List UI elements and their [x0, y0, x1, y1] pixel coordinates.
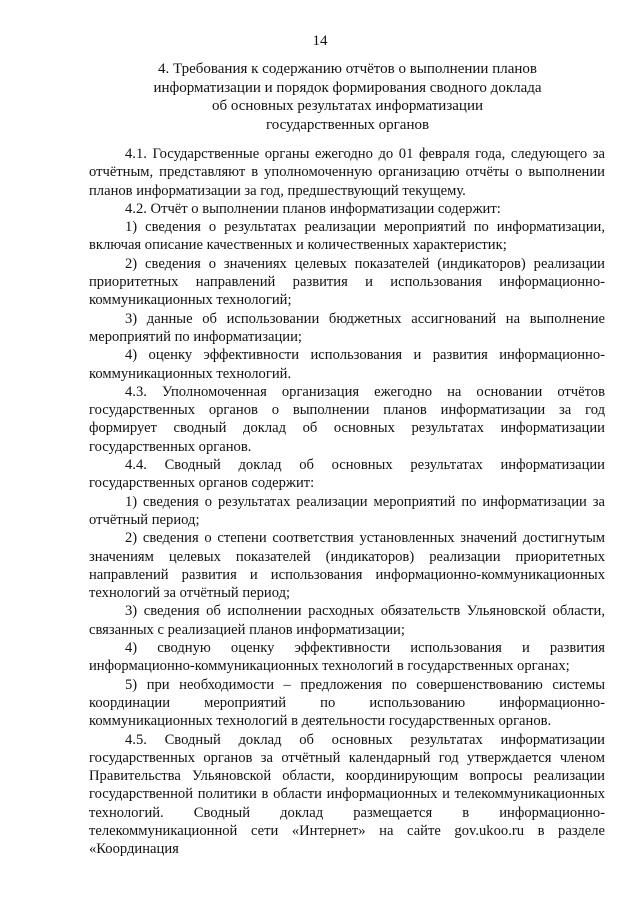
list-item: 2) сведения о степени соответствия установленных значений достигнутым значениям целевых показателей (индикаторов) реализации приоритетных направлений развития и использования информационно-коммуникационных технологий за отчётный период;: [89, 530, 605, 602]
list-item: 2) сведения о значениях целевых показателей (индикаторов) реализации приоритетных направлений развития и использования информационно-коммуникационных технологий;: [89, 255, 605, 309]
list-item: 1) сведения о результатах реализации мероприятий по информатизации за отчётный период;: [89, 493, 605, 528]
paragraph-4-4: 4.4. Сводный доклад об основных результатах информатизации государственных органов содержит:: [89, 457, 605, 492]
list-item: 4) сводную оценку эффективности использования и развития информационно-коммуникационных технологий в государственных органах;: [89, 640, 605, 675]
paragraph-4-2: 4.2. Отчёт о выполнении планов информатизации содержит:: [125, 200, 501, 217]
heading-line: государственных органов: [265, 116, 430, 133]
list-item: 3) сведения об исполнении расходных обязательств Ульяновской области, связанных с реализацией планов информатизации;: [89, 603, 605, 638]
list-item: 1) сведения о результатах реализации мероприятий по информатизации, включая описание качественных и количественных характеристик;: [89, 219, 605, 254]
list-item: 4) оценку эффективности использования и развития информационно-коммуникационных технологий.: [89, 347, 605, 382]
page-number: 14: [312, 33, 328, 49]
list-item: 5) при необходимости – предложения по совершенствованию системы координации мероприятий по использованию информационно-коммуникационных технологий в деятельности государственных органов.: [89, 676, 605, 730]
paragraph-4-3: 4.3. Уполномоченная организация ежегодно на основании отчётов государственных органов о выполнении планов информатизации за год формирует сводный доклад об основных результатах информатизации государственных органов.: [89, 383, 605, 455]
document-body: [89, 145, 605, 859]
paragraph-4-5: 4.5. Сводный доклад об основных результатах информатизации государственных органов за отчётный календарный год утверждается членом Правительства Ульяновской области, координирующим вопросы реализации государственной политики в области информационных и телекоммуникационных технологий. Сводный доклад размещается в информационно-телекоммуникационной сети «Интернет» на сайте gov.ukoo.ru в разделе «Координация: [89, 731, 605, 858]
list-item: 3) данные об использовании бюджетных ассигнований на выполнение мероприятий по информатизации;: [89, 310, 605, 345]
section-heading: [95, 60, 600, 134]
heading-line: об основных результатах информатизации: [211, 98, 484, 114]
paragraph-4-1: 4.1. Государственные органы ежегодно до 01 февраля года, следующего за отчётным, представляют в уполномоченную организацию отчёты о выполнении планов информатизации за год, предшествующий текущему.: [89, 146, 605, 199]
heading-line: информатизации и порядок формирования сводного доклада: [153, 79, 542, 96]
heading-line: 4. Требования к содержанию отчётов о выполнении планов: [158, 61, 537, 77]
